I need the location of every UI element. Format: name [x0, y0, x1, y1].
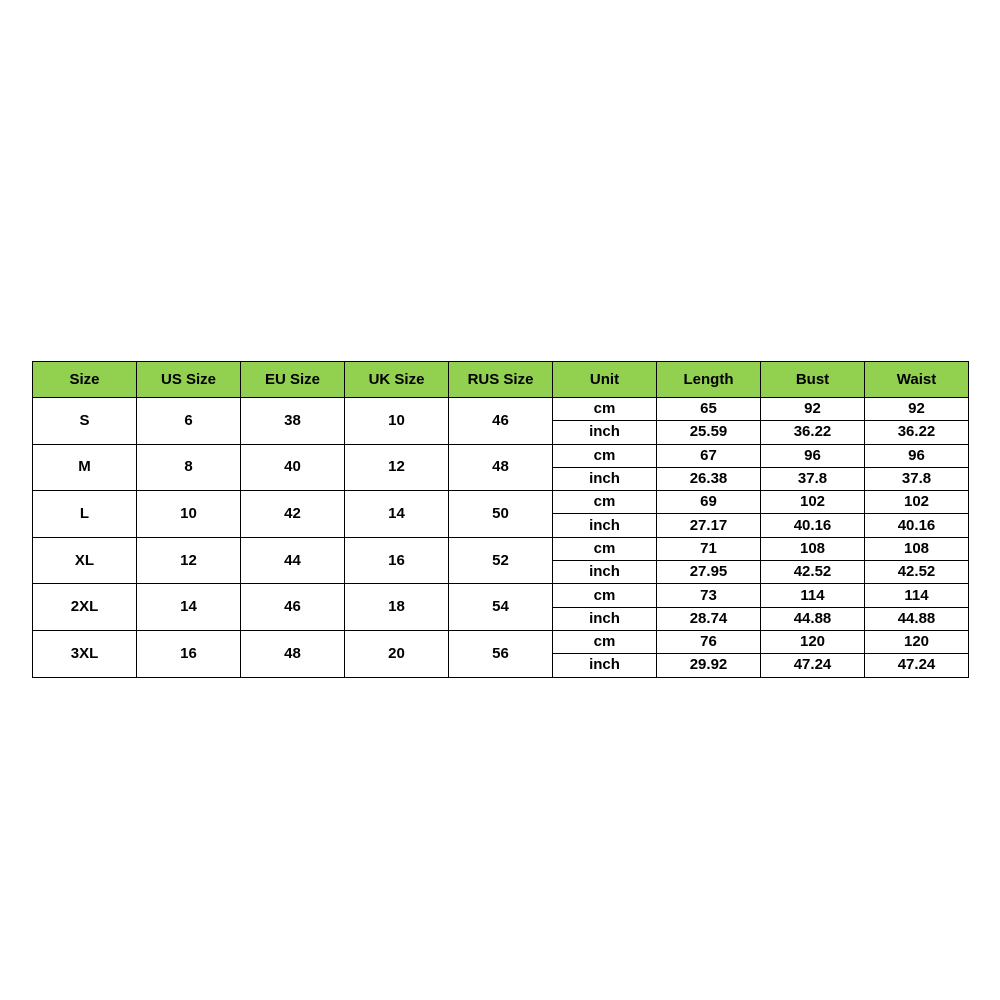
eu-size-cell: 46: [241, 584, 345, 631]
unit-cell: inch: [553, 607, 657, 630]
waist-cell: 96: [865, 444, 969, 467]
unit-cell: cm: [553, 491, 657, 514]
waist-cell: 108: [865, 537, 969, 560]
length-cell: 67: [657, 444, 761, 467]
header-us-size: US Size: [137, 362, 241, 398]
eu-size-cell: 44: [241, 537, 345, 584]
bust-cell: 42.52: [761, 561, 865, 584]
length-cell: 71: [657, 537, 761, 560]
size-chart-table: [32, 361, 969, 678]
bust-cell: 37.8: [761, 467, 865, 490]
length-cell: 76: [657, 630, 761, 653]
waist-cell: 114: [865, 584, 969, 607]
header-row: [33, 362, 969, 398]
unit-cell: cm: [553, 584, 657, 607]
length-cell: 28.74: [657, 607, 761, 630]
eu-size-cell: 42: [241, 491, 345, 538]
bust-cell: 108: [761, 537, 865, 560]
bust-cell: 120: [761, 630, 865, 653]
size-cell: L: [33, 491, 137, 538]
length-cell: 65: [657, 398, 761, 421]
unit-cell: inch: [553, 561, 657, 584]
bust-cell: 44.88: [761, 607, 865, 630]
us-size-cell: 6: [137, 398, 241, 445]
waist-cell: 120: [865, 630, 969, 653]
header-length: Length: [657, 362, 761, 398]
table-row: [33, 537, 969, 560]
unit-cell: cm: [553, 630, 657, 653]
size-cell: 2XL: [33, 584, 137, 631]
unit-cell: cm: [553, 537, 657, 560]
rus-size-cell: 46: [449, 398, 553, 445]
bust-cell: 40.16: [761, 514, 865, 537]
eu-size-cell: 48: [241, 630, 345, 677]
header-eu-size: EU Size: [241, 362, 345, 398]
length-cell: 29.92: [657, 654, 761, 677]
bust-cell: 96: [761, 444, 865, 467]
us-size-cell: 16: [137, 630, 241, 677]
waist-cell: 36.22: [865, 421, 969, 444]
unit-cell: inch: [553, 654, 657, 677]
bust-cell: 36.22: [761, 421, 865, 444]
bust-cell: 92: [761, 398, 865, 421]
unit-cell: cm: [553, 398, 657, 421]
size-cell: 3XL: [33, 630, 137, 677]
eu-size-cell: 38: [241, 398, 345, 445]
header-rus-size: RUS Size: [449, 362, 553, 398]
us-size-cell: 12: [137, 537, 241, 584]
unit-cell: inch: [553, 514, 657, 537]
waist-cell: 37.8: [865, 467, 969, 490]
unit-cell: inch: [553, 421, 657, 444]
uk-size-cell: 10: [345, 398, 449, 445]
uk-size-cell: 18: [345, 584, 449, 631]
waist-cell: 40.16: [865, 514, 969, 537]
table-row: [33, 584, 969, 607]
bust-cell: 114: [761, 584, 865, 607]
header-unit: Unit: [553, 362, 657, 398]
length-cell: 27.17: [657, 514, 761, 537]
table-row: [33, 398, 969, 421]
table-row: [33, 630, 969, 653]
length-cell: 73: [657, 584, 761, 607]
table-row: [33, 444, 969, 467]
waist-cell: 92: [865, 398, 969, 421]
uk-size-cell: 16: [345, 537, 449, 584]
size-cell: M: [33, 444, 137, 491]
bust-cell: 102: [761, 491, 865, 514]
header-uk-size: UK Size: [345, 362, 449, 398]
header-size: Size: [33, 362, 137, 398]
length-cell: 25.59: [657, 421, 761, 444]
table-row: [33, 491, 969, 514]
bust-cell: 47.24: [761, 654, 865, 677]
rus-size-cell: 52: [449, 537, 553, 584]
waist-cell: 47.24: [865, 654, 969, 677]
unit-cell: inch: [553, 467, 657, 490]
size-cell: S: [33, 398, 137, 445]
waist-cell: 44.88: [865, 607, 969, 630]
header-waist: Waist: [865, 362, 969, 398]
rus-size-cell: 54: [449, 584, 553, 631]
eu-size-cell: 40: [241, 444, 345, 491]
size-cell: XL: [33, 537, 137, 584]
length-cell: 27.95: [657, 561, 761, 584]
waist-cell: 42.52: [865, 561, 969, 584]
rus-size-cell: 48: [449, 444, 553, 491]
rus-size-cell: 56: [449, 630, 553, 677]
length-cell: 26.38: [657, 467, 761, 490]
length-cell: 69: [657, 491, 761, 514]
rus-size-cell: 50: [449, 491, 553, 538]
waist-cell: 102: [865, 491, 969, 514]
us-size-cell: 14: [137, 584, 241, 631]
uk-size-cell: 20: [345, 630, 449, 677]
uk-size-cell: 12: [345, 444, 449, 491]
uk-size-cell: 14: [345, 491, 449, 538]
unit-cell: cm: [553, 444, 657, 467]
us-size-cell: 8: [137, 444, 241, 491]
header-bust: Bust: [761, 362, 865, 398]
us-size-cell: 10: [137, 491, 241, 538]
